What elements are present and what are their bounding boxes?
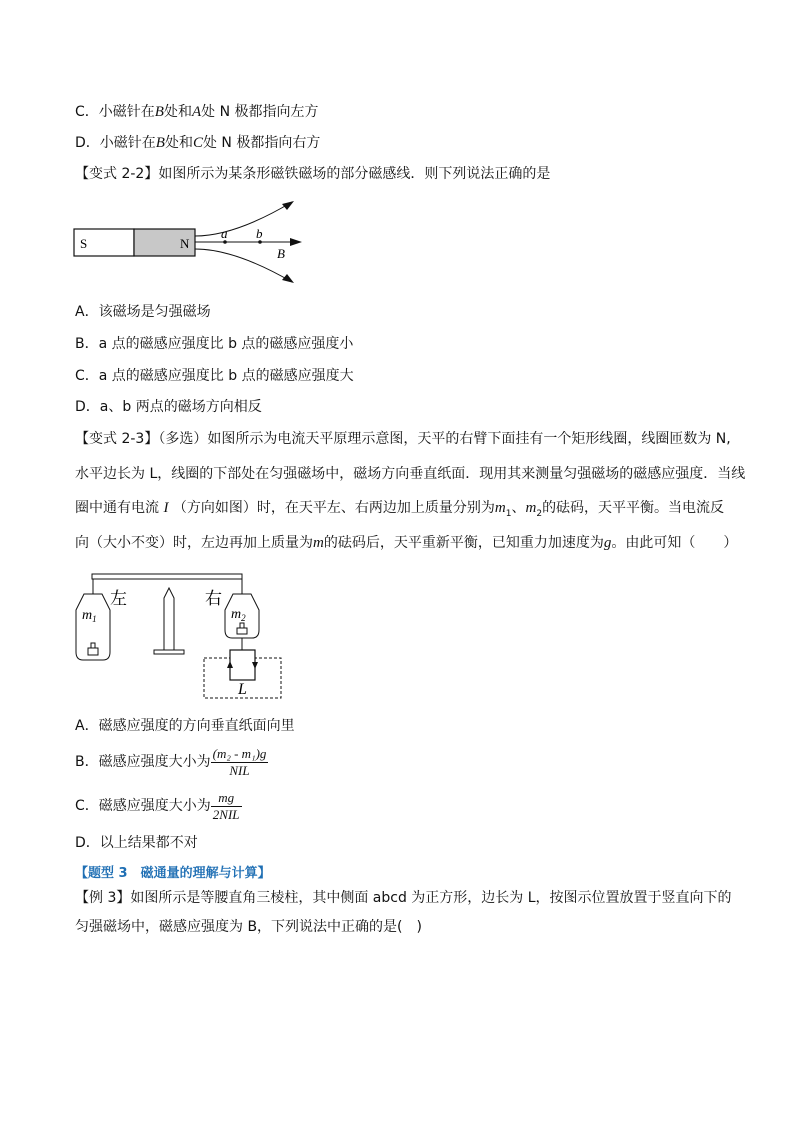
q1-option-d: D．小磁针在B处和C处 N 极都指向右方 — [75, 135, 321, 151]
variant-2-3-option-b: B．磁感应强度大小为 $\frac{\text{(m₂ - m₁)g}}{\text{NIL}}$ — [75, 745, 267, 778]
left-pan-mass: $m_1$ — [82, 608, 97, 624]
left-label: 左 — [110, 589, 127, 608]
variant-2-3-line-4: 向（大小不变）时，左边再加上质量为m的砝码后，天平重新平衡，已知重力加速度为g。由此可知（ ） — [75, 535, 738, 551]
right-weight-knob — [240, 623, 244, 628]
balance-base — [154, 650, 184, 654]
left-weight-knob — [91, 643, 95, 648]
variant-2-2-option-d: D．a、b 两点的磁场方向相反 — [75, 399, 262, 415]
left-weight — [88, 648, 98, 655]
south-label: S — [80, 236, 88, 251]
variant-2-3-option-a: A．磁感应强度的方向垂直纸面向里 — [75, 718, 295, 734]
coil-length-label: L — [238, 681, 247, 698]
fraction-b: $\frac{\text{(m₂ - m₁)g}}{\text{NIL}}$ — [212, 745, 267, 778]
balance-pillar — [164, 588, 174, 650]
variant-2-3-line-3: 圈中通有电流 I （方向如图）时，在天平左、右两边加上质量分别为$m_1$、$m_2$的砝码，天平平衡。当电流反 — [75, 500, 725, 519]
variant-2-3-option-d: D．以上结果都不对 — [75, 835, 198, 851]
right-pan-mass: $m_2$ — [231, 607, 246, 623]
arrowhead-upper — [282, 201, 294, 210]
point-b-label: b — [256, 226, 263, 241]
variant-2-2-question: 【变式 2-2】如图所示为某条形磁铁磁场的部分磁感线．则下列说法正确的是 — [75, 166, 551, 182]
example-3-line-1: 【例 3】如图所示是等腰直角三棱柱，其中侧面 abcd 为正方形，边长为 L，按图示位置放置于竖直向下的 — [75, 890, 732, 906]
field-b-label: B — [277, 246, 285, 261]
north-label: N — [180, 236, 190, 251]
variant-2-2-option-b: B．a 点的磁感应强度比 b 点的磁感应强度小 — [75, 336, 354, 352]
balance-beam — [92, 574, 242, 579]
arrowhead-middle — [290, 238, 302, 246]
variant-2-2-option-c: C．a 点的磁感应强度比 b 点的磁感应强度大 — [75, 368, 354, 384]
bar-magnet-figure — [70, 192, 320, 287]
rectangular-coil — [230, 650, 255, 680]
fraction-c: $\frac{mg}{\text{2NIL}}$ — [212, 789, 240, 822]
q1-option-c: C．小磁针在B处和A处 N 极都指向左方 — [75, 104, 319, 120]
point-a-label: a — [221, 226, 228, 241]
right-weight — [237, 628, 247, 634]
field-line-upper — [195, 202, 292, 236]
right-label: 右 — [205, 589, 222, 608]
variant-2-3-option-c: C．磁感应强度大小为 $\frac{mg}{\text{2NIL}}$ — [75, 789, 240, 822]
variant-2-3-line-1: 【变式 2-3】（多选）如图所示为电流天平原理示意图，天平的右臂下面挂有一个矩形线圈，线圈匝数为 N, — [75, 431, 731, 447]
type-3-heading: 【题型 3 磁通量的理解与计算】 — [75, 866, 271, 881]
arrowhead-lower — [282, 274, 294, 283]
variant-2-2-option-a: A．该磁场是匀强磁场 — [75, 304, 211, 320]
current-balance-figure — [70, 568, 290, 704]
variant-2-3-line-2: 水平边长为 L，线圈的下部处在匀强磁场中，磁场方向垂直纸面．现用其来测量匀强磁场的磁感应强度．当线 — [75, 466, 746, 482]
example-3-line-2: 匀强磁场中，磁感应强度为 B，下列说法中正确的是( ) — [75, 919, 422, 935]
